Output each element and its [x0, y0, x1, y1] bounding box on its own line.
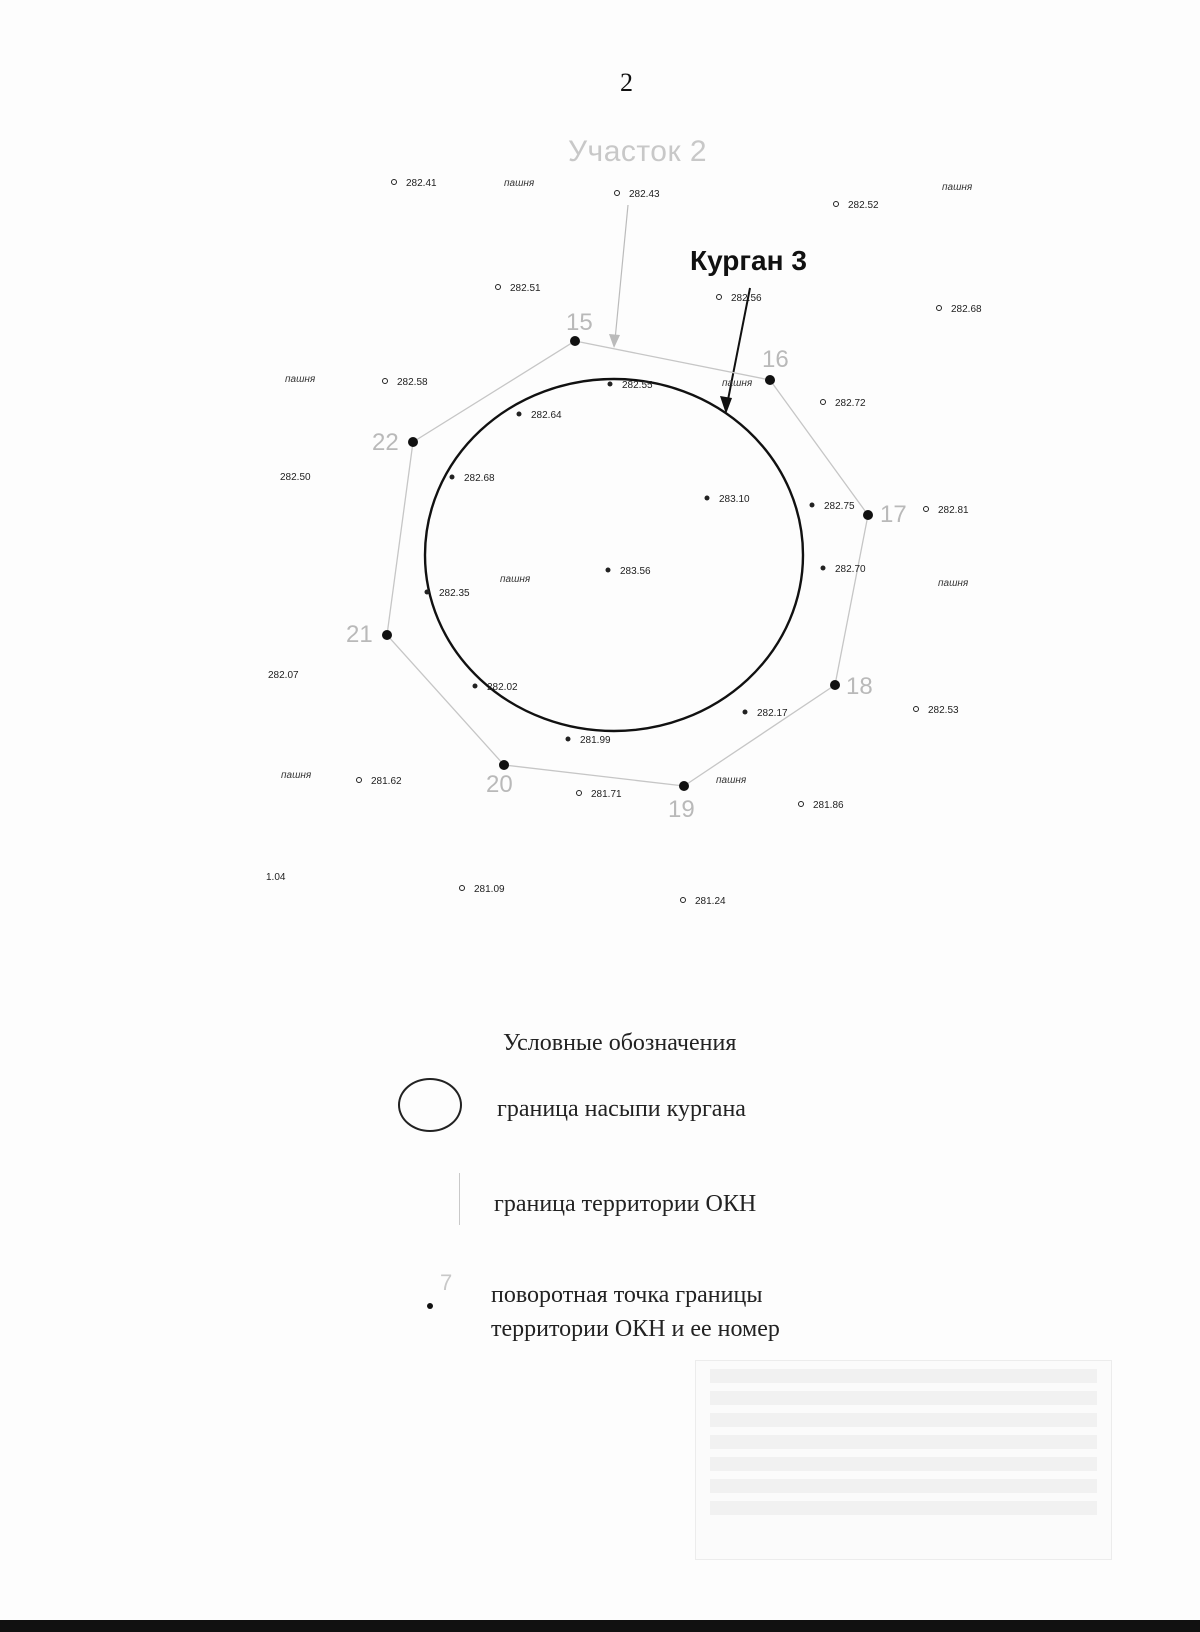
land-use-label: пашня	[722, 378, 753, 389]
elevation-point	[914, 707, 919, 712]
elevation-label: 283.10	[719, 494, 750, 505]
elevation-label: 282.07	[268, 670, 299, 681]
elevation-label: 282.68	[464, 473, 495, 484]
elevation-point	[834, 202, 839, 207]
elevation-point	[608, 382, 613, 387]
elevation-point	[821, 566, 826, 571]
legend-mound-symbol	[398, 1078, 462, 1132]
elevation-point	[566, 737, 571, 742]
legend-point-symbol	[427, 1303, 433, 1309]
elevation-label: 282.35	[439, 588, 470, 599]
elevation-label: 282.56	[731, 293, 762, 304]
elevation-label: 282.70	[835, 564, 866, 575]
elevation-point	[821, 400, 826, 405]
boundary-point	[679, 781, 689, 791]
boundary-point-number: 17	[880, 501, 907, 528]
boundary-point	[863, 510, 873, 520]
boundary-point	[570, 336, 580, 346]
elevation-point	[717, 295, 722, 300]
elevation-point	[799, 802, 804, 807]
elevation-label: 282.51	[510, 283, 541, 294]
boundary-point-number: 20	[486, 771, 513, 798]
elevation-label: 281.62	[371, 776, 402, 787]
elevation-point	[705, 496, 710, 501]
legend-title: Условные обозначения	[503, 1030, 737, 1056]
page-number: 2	[620, 68, 633, 97]
elevation-label: 282.17	[757, 708, 788, 719]
kurgan-label: Курган 3	[690, 245, 807, 276]
elevation-point	[937, 306, 942, 311]
okn-boundary	[387, 341, 868, 786]
elevation-point	[357, 778, 362, 783]
boundary-point-number: 18	[846, 673, 873, 700]
elevation-label: 282.75	[824, 501, 855, 512]
elevation-point	[460, 886, 465, 891]
elevation-point	[450, 475, 455, 480]
elevation-point	[473, 684, 478, 689]
elevation-label: 282.52	[848, 200, 879, 211]
elevation-label: 282.72	[835, 398, 866, 409]
land-use-label: пашня	[716, 775, 747, 786]
boundary-point-number: 15	[566, 309, 593, 336]
elevation-point	[681, 898, 686, 903]
elevation-point	[517, 412, 522, 417]
boundary-point	[765, 375, 775, 385]
legend-turning-point-line2: территории ОКН и ее номер	[491, 1316, 780, 1342]
elevation-label: 281.71	[591, 789, 622, 800]
land-use-label: пашня	[938, 578, 969, 589]
elevation-point	[924, 507, 929, 512]
elevation-point	[383, 379, 388, 384]
legend-turning-point	[491, 1278, 780, 1346]
elevation-point	[615, 191, 620, 196]
legend-point-number: 7	[440, 1270, 453, 1295]
elevation-point	[606, 568, 611, 573]
legend-mound-boundary: граница насыпи кургана	[497, 1096, 746, 1122]
elevation-label: 282.41	[406, 178, 437, 189]
elevation-label: 282.50	[280, 472, 311, 483]
elevation-label: 282.64	[531, 410, 562, 421]
land-use-label: пашня	[942, 182, 973, 193]
boundary-point-number: 16	[762, 346, 789, 373]
elevation-label: 282.53	[928, 705, 959, 716]
elevation-point	[425, 590, 430, 595]
scan-edge	[0, 1620, 1200, 1632]
boundary-point-number: 22	[372, 429, 399, 456]
land-use-label: пашня	[285, 374, 316, 385]
land-use-label: пашня	[281, 770, 312, 781]
land-use-label: пашня	[504, 178, 535, 189]
plot-title: Участок 2	[568, 135, 708, 168]
elevation-label: 282.02	[487, 682, 518, 693]
boundary-point-number: 19	[668, 796, 695, 823]
elevation-label: 282.81	[938, 505, 969, 516]
elevation-label: 282.43	[629, 189, 660, 200]
boundary-point	[408, 437, 418, 447]
elevation-label: 282.55	[622, 380, 653, 391]
boundary-point-number: 21	[346, 621, 373, 648]
elevation-label: 282.68	[951, 304, 982, 315]
boundary-point	[499, 760, 509, 770]
boundary-point	[382, 630, 392, 640]
elevation-label: 281.99	[580, 735, 611, 746]
elevation-label: 283.56	[620, 566, 651, 577]
elevation-label: 281.09	[474, 884, 505, 895]
land-use-label: пашня	[500, 574, 531, 585]
north-arrowhead	[609, 334, 620, 348]
elevation-point	[496, 285, 501, 290]
north-arrow	[615, 205, 628, 340]
elevation-point	[577, 791, 582, 796]
boundary-point	[830, 680, 840, 690]
legend-turning-point-line1: поворотная точка границы	[491, 1282, 763, 1308]
elevation-label: 1.04	[266, 872, 286, 883]
elevation-label: 281.86	[813, 800, 844, 811]
mound-boundary	[425, 379, 803, 731]
legend-okn-boundary: граница территории ОКН	[494, 1191, 757, 1217]
elevation-point	[743, 710, 748, 715]
kurgan-arrow	[726, 288, 750, 410]
elevation-label: 282.58	[397, 377, 428, 388]
elevation-point	[392, 180, 397, 185]
elevation-label: 281.24	[695, 896, 726, 907]
faded-stamp	[695, 1360, 1112, 1560]
legend-okn-boundary-symbol	[459, 1173, 460, 1225]
elevation-point	[810, 503, 815, 508]
